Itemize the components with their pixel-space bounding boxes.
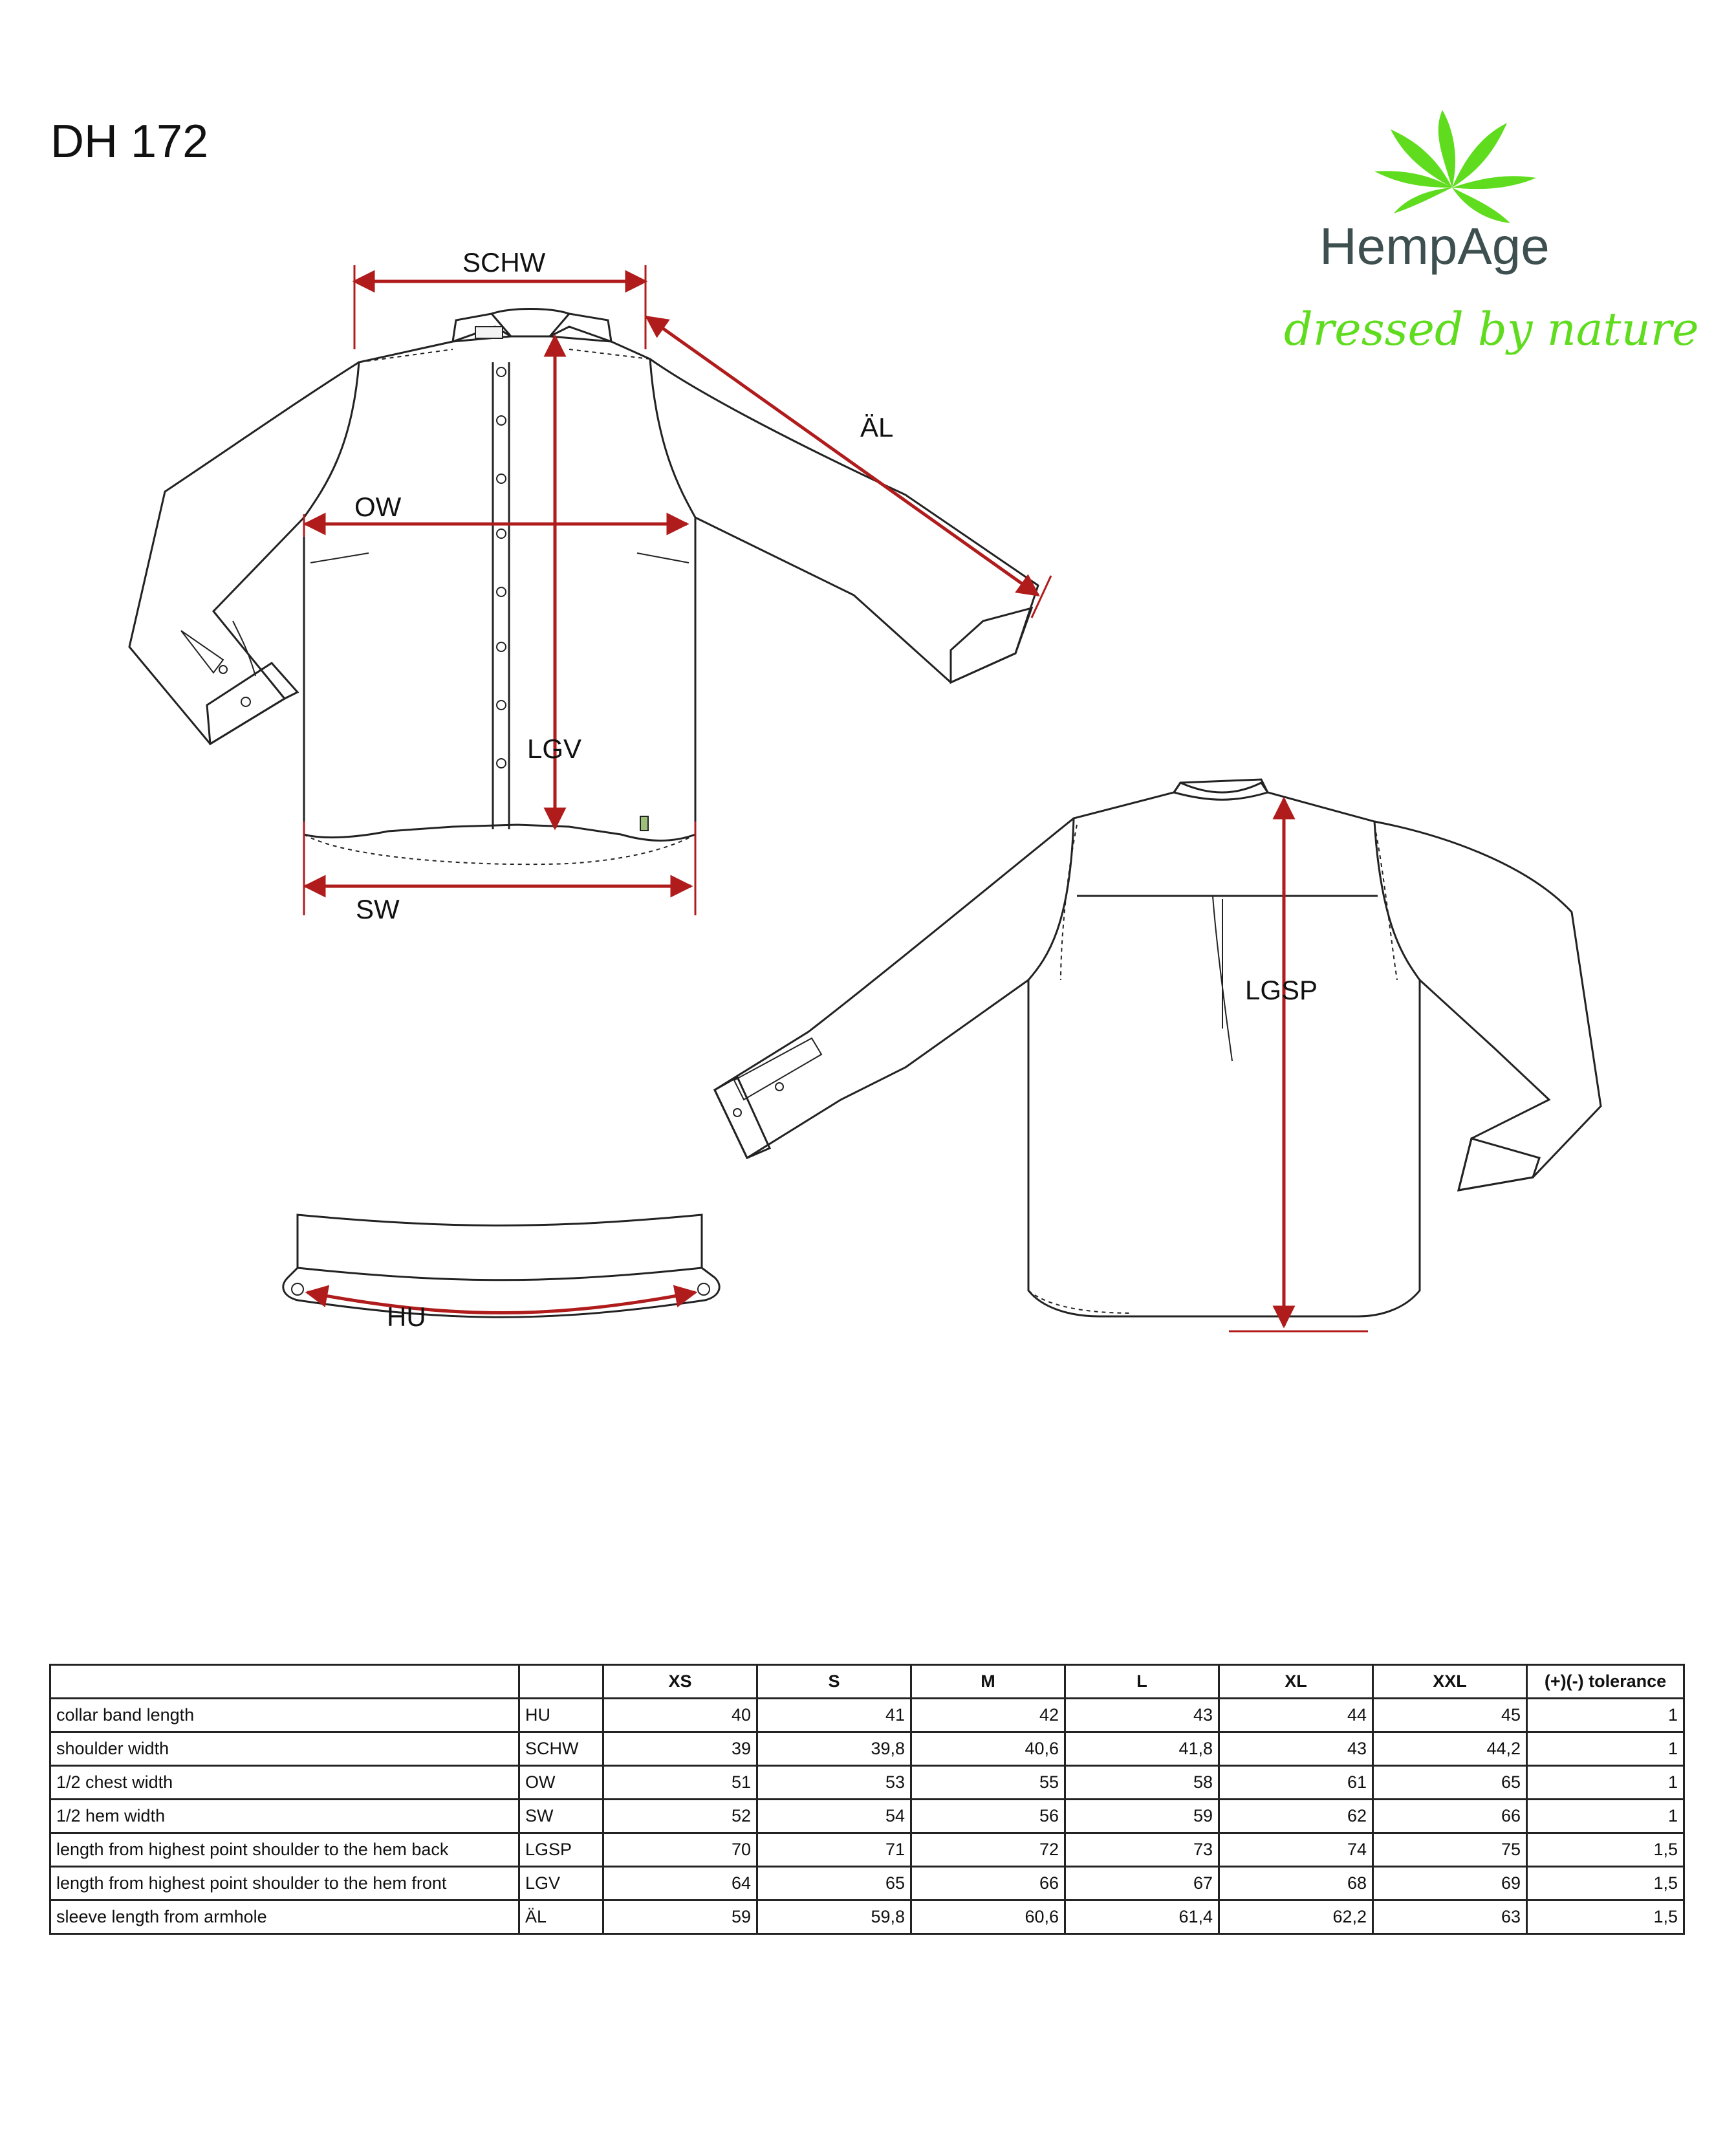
label-al: ÄL [860,412,894,442]
brand-name: HempAge [1319,217,1550,275]
row-name: 1/2 chest width [50,1766,519,1800]
cell-value: 44 [1219,1699,1373,1732]
cell-value: 75 [1373,1833,1527,1867]
label-lgsp: LGSP [1245,975,1318,1005]
cell-tolerance: 1,5 [1527,1833,1684,1867]
row-code: OW [519,1766,603,1800]
cell-value: 71 [757,1833,911,1867]
shirt-front-drawing [129,309,1038,865]
row-name: length from highest point shoulder to the hem back [50,1833,519,1867]
brand-tagline: dressed by nature [1284,303,1699,356]
cell-value: 73 [1065,1833,1219,1867]
table-row [50,1766,1684,1800]
product-code: DH 172 [50,116,209,168]
cell-value: 45 [1373,1699,1527,1732]
row-code: HU [519,1699,603,1732]
cell-value: 62,2 [1219,1900,1373,1934]
table-header-row [50,1665,1684,1699]
cell-value: 65 [757,1867,911,1900]
cell-value: 58 [1065,1766,1219,1800]
cell-value: 66 [911,1867,1065,1900]
cell-value: 40,6 [911,1732,1065,1766]
cell-value: 63 [1373,1900,1527,1934]
cell-value: 74 [1219,1833,1373,1867]
cell-value: 51 [603,1766,757,1800]
cell-value: 41,8 [1065,1732,1219,1766]
row-code: LGSP [519,1833,603,1867]
header-code [519,1665,603,1699]
cell-value: 39,8 [757,1732,911,1766]
label-schw: SCHW [462,247,546,278]
header-xxl: XXL [1373,1665,1527,1699]
shirt-back-drawing [715,660,1601,1316]
table-row [50,1732,1684,1766]
header-name [50,1665,519,1699]
label-hu: HU [387,1301,426,1332]
cell-value: 64 [603,1867,757,1900]
size-chart-table [49,1664,1685,1935]
label-ow: OW [354,492,402,522]
cell-value: 72 [911,1833,1065,1867]
cell-value: 54 [757,1800,911,1833]
cell-value: 56 [911,1800,1065,1833]
cell-value: 62 [1219,1800,1373,1833]
row-code: LGV [519,1867,603,1900]
cell-tolerance: 1 [1527,1732,1684,1766]
header-l: L [1065,1665,1219,1699]
cell-tolerance: 1,5 [1527,1900,1684,1934]
cell-value: 59 [603,1900,757,1934]
table-row [50,1833,1684,1867]
cell-value: 52 [603,1800,757,1833]
table-row [50,1800,1684,1833]
cell-tolerance: 1,5 [1527,1867,1684,1900]
cell-value: 59 [1065,1800,1219,1833]
table-row [50,1900,1684,1934]
row-code: SW [519,1800,603,1833]
cell-value: 55 [911,1766,1065,1800]
cell-value: 70 [603,1833,757,1867]
table-row [50,1699,1684,1732]
cell-value: 65 [1373,1766,1527,1800]
cell-value: 42 [911,1699,1065,1732]
cell-value: 41 [757,1699,911,1732]
cell-value: 61 [1219,1766,1373,1800]
cell-value: 40 [603,1699,757,1732]
cell-value: 69 [1373,1867,1527,1900]
cell-value: 53 [757,1766,911,1800]
cell-value: 39 [603,1732,757,1766]
cell-value: 43 [1219,1732,1373,1766]
row-name: shoulder width [50,1732,519,1766]
al-arrow [647,317,1038,595]
header-tolerance: (+)(-) tolerance [1527,1665,1684,1699]
label-sw: SW [356,894,400,924]
cell-tolerance: 1 [1527,1766,1684,1800]
collar-band-drawing [283,1215,719,1317]
cell-value: 66 [1373,1800,1527,1833]
cell-value: 59,8 [757,1900,911,1934]
cell-value: 61,4 [1065,1900,1219,1934]
table-row [50,1867,1684,1900]
row-code: ÄL [519,1900,603,1934]
cell-value: 68 [1219,1867,1373,1900]
row-name: 1/2 hem width [50,1800,519,1833]
cell-value: 43 [1065,1699,1219,1732]
header-xl: XL [1219,1665,1373,1699]
row-name: sleeve length from armhole [50,1900,519,1934]
label-lgv: LGV [527,734,582,764]
row-name: length from highest point shoulder to the hem front [50,1867,519,1900]
row-code: SCHW [519,1732,603,1766]
hemp-leaf-logo [1374,110,1536,223]
header-m: M [911,1665,1065,1699]
front-measurement-lines [304,265,1051,915]
cell-tolerance: 1 [1527,1800,1684,1833]
cell-value: 44,2 [1373,1732,1527,1766]
cell-value: 60,6 [911,1900,1065,1934]
header-xs: XS [603,1665,757,1699]
back-measurement-lines [1229,799,1368,1331]
cell-tolerance: 1 [1527,1699,1684,1732]
row-name: collar band length [50,1699,519,1732]
cell-value: 67 [1065,1867,1219,1900]
header-s: S [757,1665,911,1699]
